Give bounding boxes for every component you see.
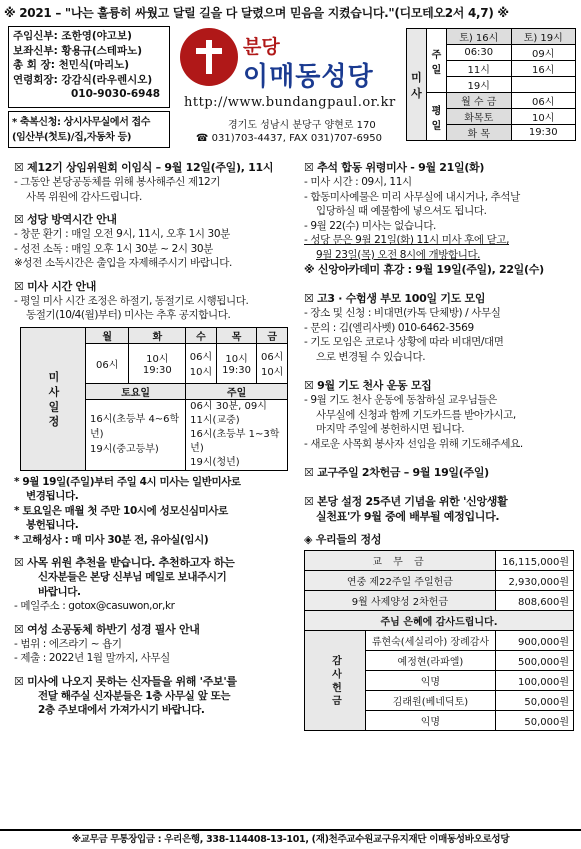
notice-line: - 평일 미사 시간 조정은 하절기, 동절기로 시행됩니다. bbox=[14, 294, 249, 307]
notice-line: - 미사 시간 : 09시, 11시 bbox=[304, 176, 412, 188]
email-line: - 메일주소 : gotox@casuwon,or,kr bbox=[14, 600, 175, 612]
donor-amount: 500,000원 bbox=[495, 651, 573, 671]
notice-title: ☒ 추석 합동 위령미사 - 9월 21일(화) bbox=[304, 160, 581, 175]
notice-line: - 성전 소독 : 매일 오후 1시 30분 ~ 2시 30분 bbox=[14, 242, 213, 255]
schedule-note: * 9월 19일(주일)부터 주일 4시 미사는 일반미사로 bbox=[14, 475, 241, 488]
offering-title: ◈ 우리들의 정성 bbox=[304, 533, 382, 546]
notice-line: 마지막 주일에 봉헌하시면 됩니다. bbox=[316, 423, 465, 435]
notice-line: 동절기(10/4(월)부터) 미사는 추후 공지합니다. bbox=[26, 309, 231, 321]
day-header: 목 bbox=[216, 327, 257, 343]
blessing-line: (임산부(첫토)/집,자동차 등) bbox=[12, 132, 132, 143]
donor-amount: 50,000원 bbox=[495, 691, 573, 711]
church-logo-icon bbox=[180, 28, 238, 86]
church-name: 이매동성당 bbox=[243, 62, 374, 92]
notice-title: ☒ 성당 방역시간 안내 bbox=[14, 212, 300, 227]
mass-cell: 화목토 bbox=[447, 109, 512, 125]
offering-amount: 2,930,000원 bbox=[495, 571, 573, 591]
mass-cell: 06시 bbox=[511, 93, 576, 109]
notice-line: - 범위 : 에즈라기 ~ 욥기 bbox=[14, 637, 122, 650]
notice-line: 신자분들은 본당 신부님 메일로 보내주시기 bbox=[38, 571, 227, 583]
notice-line: - 그동안 본당공동체를 위해 봉사해주신 제12기 bbox=[14, 176, 221, 188]
mass-cell: 화 목 bbox=[447, 125, 512, 141]
donor-amount: 900,000원 bbox=[495, 631, 573, 651]
notice-line: - 9월 기도 천사 운동에 동참하실 교우님들은 bbox=[304, 394, 497, 406]
notice-title: ☒ 사목 위원 추천을 받습니다. 추천하고자 하는 bbox=[14, 555, 300, 570]
page-banner: ※ 2021 – "나는 훌륭히 싸웠고 달릴 길을 다 달렸으며 믿음을 지켰습니다."(디모테오2서 4,7) ※ bbox=[4, 6, 509, 20]
staff-phone: 010-9030-6948 bbox=[71, 88, 161, 100]
day-times: 10시 19:30 bbox=[216, 343, 257, 383]
day-header: 수 bbox=[186, 327, 217, 343]
staff-line: 보좌신부: 황용규(스테파노) bbox=[13, 44, 143, 57]
schedule-note: * 토요일은 매월 첫 주만 10시에 성모신심미사로 bbox=[14, 504, 228, 517]
thanks-side-label: 감 사 헌 금 bbox=[305, 631, 366, 731]
notice-line: 으로 변경될 수 있습니다. bbox=[316, 350, 426, 363]
sunday-header: 주일 bbox=[186, 383, 288, 399]
blessing-box bbox=[8, 111, 170, 148]
right-column bbox=[304, 160, 581, 731]
notice-line: 9월 23일(목) 오전 8시에 개방합니다. bbox=[316, 248, 481, 261]
notice-line: - 새로운 사목회 봉사자 선임을 위해 기도해주세요. bbox=[304, 437, 523, 450]
bank-footer: ※교무금 무통장입금 : 우리은행, 338-114408-13-101, (재)천주교수원교구유지재단 이매동성바오로성당 bbox=[0, 829, 581, 849]
day-header: 월 bbox=[86, 327, 129, 343]
notice-line: - 성당 문은 9월 21일(화) 11시 미사 후에 닫고, bbox=[304, 234, 510, 246]
donor-name: 류현숙(세실리아) 장례감사 bbox=[366, 631, 496, 651]
notice-line: 전달 해주실 신자분들은 1층 사무실 앞 또는 bbox=[38, 689, 231, 702]
notice-line: - 합동미사예물은 미리 사무실에 내시거나, 추석날 bbox=[304, 190, 520, 203]
offering-table bbox=[304, 550, 574, 731]
mass-cell: 월 수 금 bbox=[447, 93, 512, 109]
blessing-line: * 축복신청: 상시사무실에서 접수 bbox=[12, 117, 151, 128]
notice-line: ※성전 소독시간은 출입을 자제해주시기 바랍니다. bbox=[14, 257, 232, 269]
day-times: 06시 bbox=[86, 343, 129, 383]
schedule-note: * 고해성사 : 매 미사 30분 전, 유아실(임시) bbox=[14, 533, 209, 546]
staff-line: 연령회장: 강감식(라우렌시오) bbox=[13, 73, 153, 86]
left-column bbox=[14, 160, 300, 726]
mass-times-table bbox=[406, 28, 576, 141]
day-header: 화 bbox=[129, 327, 186, 343]
mass-cell: 19:30 bbox=[511, 125, 576, 141]
schedule-side-label: 미 사 일 정 bbox=[21, 327, 86, 470]
notice-line: 실천표'가 9월 중에 배부될 예정입니다. bbox=[316, 510, 500, 523]
weekday-label: 평 일 bbox=[427, 93, 447, 141]
day-times: 06시 10시 bbox=[186, 343, 217, 383]
notice-line: - 창문 환기 : 매일 오전 9시, 11시, 오후 1시 30분 bbox=[14, 228, 230, 240]
mass-cell: 11시 bbox=[447, 61, 512, 77]
church-address: 경기도 성남시 분당구 양현로 170 bbox=[228, 120, 376, 131]
donor-name: 익명 bbox=[366, 671, 496, 691]
notice-title: ☒ 고3 · 수험생 부모 100일 기도 모임 bbox=[304, 291, 581, 306]
staff-line: 주임신부: 조한영(야고보) bbox=[13, 30, 132, 42]
notice-title: ☒ 교구주일 2차헌금 – 9월 19일(주일) bbox=[304, 465, 581, 480]
offering-label: 교 무 금 bbox=[305, 551, 496, 571]
staff-box bbox=[8, 26, 170, 108]
donor-amount: 100,000원 bbox=[495, 671, 573, 691]
mass-cell: 16시 bbox=[511, 61, 576, 77]
notice-line: - 장소 및 신청 : 비대면(카톡 단체방) / 사무실 bbox=[304, 307, 501, 319]
mass-cell bbox=[511, 77, 576, 93]
offering-label: 연중 제22주일 주일헌금 bbox=[305, 571, 496, 591]
saturday-header: 토요일 bbox=[86, 383, 186, 399]
notice-title: ☒ 본당 설정 25주년 기념을 위한 '신앙생활 bbox=[304, 494, 581, 509]
mass-cell: 토) 19시 bbox=[511, 29, 576, 45]
thanks-header: 주님 은혜에 감사드립니다. bbox=[305, 611, 574, 631]
notice-line: 사무실에 신청과 함께 기도카드를 받아가시고, bbox=[316, 408, 516, 421]
notice-title: ☒ 미사에 나오지 못하는 신자들을 위해 '주보'를 bbox=[14, 674, 300, 689]
notice-line: - 제출 : 2022년 1월 말까지, 사무실 bbox=[14, 652, 170, 664]
church-name-top: 분당 bbox=[243, 36, 280, 58]
offering-amount: 808,600원 bbox=[495, 591, 573, 611]
notice-title: ☒ 여성 소공동체 하반기 성경 필사 안내 bbox=[14, 622, 300, 637]
donor-amount: 50,000원 bbox=[495, 711, 573, 731]
day-times: 10시 19:30 bbox=[129, 343, 186, 383]
mass-cell: 토) 16시 bbox=[447, 29, 512, 45]
sunday-times: 06시 30분, 09시 11시(교중) 16시(초등부 1~3학년) 19시(청년) bbox=[186, 399, 288, 470]
donor-name: 김래원(베네딕토) bbox=[366, 691, 496, 711]
offering-label: 9월 사제양성 2차헌금 bbox=[305, 591, 496, 611]
notice-line: 2층 주보대에서 가져가시기 바랍니다. bbox=[38, 704, 205, 716]
day-header: 금 bbox=[257, 327, 288, 343]
mass-schedule-table bbox=[20, 327, 288, 471]
notice-line: - 문의 : 김(엘리사벳) 010-6462-3569 bbox=[304, 321, 474, 334]
notice-line: 바랍니다. bbox=[38, 585, 81, 598]
mass-cell: 19시 bbox=[447, 77, 512, 93]
mass-cell: 09시 bbox=[511, 45, 576, 61]
staff-line: 총 회 장: 천민식(마리노) bbox=[13, 59, 130, 71]
weekend-label: 주 일 bbox=[427, 29, 447, 93]
day-times: 06시 10시 bbox=[257, 343, 288, 383]
church-phone: ☎ 031)703-4437, FAX 031)707-6950 bbox=[196, 133, 382, 144]
notice-line: 입당하실 때 예물함에 넣으셔도 됩니다. bbox=[316, 205, 487, 217]
notice-title: ☒ 미사 시간 안내 bbox=[14, 279, 300, 294]
notice-title: ☒ 9월 기도 천사 운동 모집 bbox=[304, 378, 581, 393]
mass-cell: 10시 bbox=[511, 109, 576, 125]
academy-note: ※ 신앙아카데미 휴강 : 9월 19일(주일), 22일(수) bbox=[304, 263, 544, 276]
mass-side-label: 미 사 bbox=[407, 29, 427, 141]
notice-title: ☒ 제12기 상임위원회 이임식 – 9월 12일(주일), 11시 bbox=[14, 160, 300, 175]
notice-line: 사목 위원에 감사드립니다. bbox=[26, 190, 142, 203]
schedule-note: 변경됩니다. bbox=[26, 490, 79, 502]
mass-cell: 06:30 bbox=[447, 45, 512, 61]
notice-line: - 기도 모임은 코로나 상황에 따라 비대면/대면 bbox=[304, 336, 504, 348]
notice-line: - 9월 22(수) 미사는 없습니다. bbox=[304, 219, 436, 232]
church-url-link[interactable]: http://www.bundangpaul.or.kr bbox=[184, 95, 396, 110]
offering-amount: 16,115,000원 bbox=[495, 551, 573, 571]
donor-name: 익명 bbox=[366, 711, 496, 731]
donor-name: 예정현(라파엘) bbox=[366, 651, 496, 671]
saturday-times: 16시(초등부 4~6학년) 19시(중고등부) bbox=[86, 399, 186, 470]
schedule-note: 봉헌됩니다. bbox=[26, 519, 79, 531]
